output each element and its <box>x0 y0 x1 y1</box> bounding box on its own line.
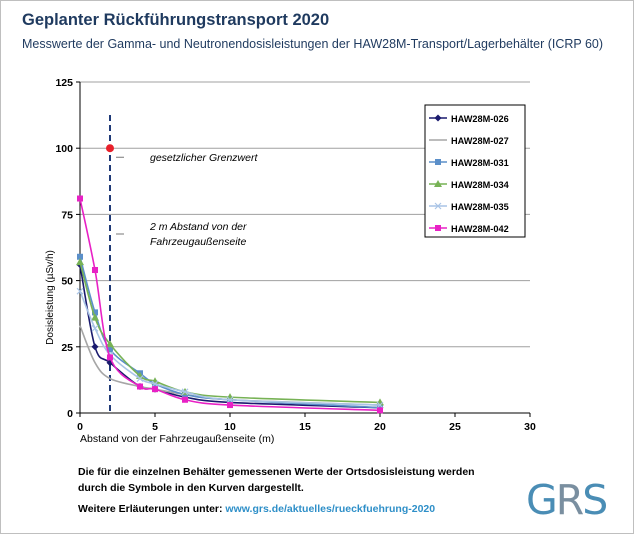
data-point-haw28m-042 <box>377 407 383 413</box>
footer-more-prefix: Weitere Erläuterungen unter: <box>78 503 223 515</box>
page-title: Geplanter Rückführungstransport 2020 <box>22 11 330 29</box>
data-point-haw28m-042 <box>227 402 233 408</box>
legend <box>425 105 525 237</box>
legend-label: HAW28M-026 <box>451 114 509 124</box>
series-line-haw28m-035 <box>80 291 380 405</box>
logo-letter-s: S <box>582 476 607 524</box>
limit-point <box>106 144 114 152</box>
data-point-haw28m-042 <box>182 397 188 403</box>
legend-swatch-marker <box>435 159 441 165</box>
legend-label: HAW28M-035 <box>451 202 509 212</box>
y-tick-label: 50 <box>61 275 73 288</box>
y-tick-label: 25 <box>61 341 73 354</box>
series-line-haw28m-026 <box>80 265 380 408</box>
legend-label: HAW28M-042 <box>451 224 509 234</box>
data-point-haw28m-042 <box>77 196 83 202</box>
limit-label: gesetzlicher Grenzwert <box>150 152 258 165</box>
series-line-haw28m-031 <box>80 257 380 408</box>
distance-label-line1: 2 m Abstand von der <box>150 221 247 233</box>
y-tick-label: 100 <box>55 143 73 156</box>
data-point-haw28m-042 <box>137 384 143 390</box>
data-point-haw28m-042 <box>92 267 98 273</box>
logo-letter-r: R <box>555 476 583 524</box>
data-point-haw28m-042 <box>107 354 113 360</box>
data-point-haw28m-042 <box>152 386 158 392</box>
data-point-haw28m-026 <box>92 343 99 350</box>
legend-swatch-marker <box>435 225 441 231</box>
y-tick-label: 75 <box>61 209 73 222</box>
logo-letter-g: G <box>526 476 556 524</box>
footer-note: Die für die einzelnen Behälter gemessenen Werte der Ortsdosisleistung werden durch die Symbole in den Kurven dargestellt. <box>78 466 475 494</box>
page-subtitle: Messwerte der Gamma- und Neutronendosisleistungen der HAW28M-Transport/Lagerbehälter (ICRP 60) <box>22 37 604 51</box>
x-axis-label: Abstand von der Fahrzeugaußenseite (m) <box>80 433 275 445</box>
x-tick-label: 20 <box>374 421 386 433</box>
y-tick-label: 0 <box>67 408 73 420</box>
grs-logo <box>526 476 606 524</box>
x-tick-label: 5 <box>152 421 158 433</box>
legend-label: HAW28M-031 <box>451 158 509 168</box>
y-tick-label: 125 <box>55 77 73 89</box>
series-line-haw28m-034 <box>80 262 380 402</box>
legend-label: HAW28M-027 <box>451 136 509 146</box>
y-axis-label: Dosisleistung (µSv/h) <box>45 250 56 345</box>
legend-label: HAW28M-034 <box>451 180 509 190</box>
footer-link[interactable]: www.grs.de/aktuelles/rueckfuehrung-2020 <box>225 503 436 515</box>
x-tick-label: 30 <box>524 421 536 433</box>
x-tick-label: 25 <box>449 421 461 433</box>
data-point-haw28m-035 <box>92 325 98 331</box>
distance-label-line2: Fahrzeugaußenseite <box>150 236 247 248</box>
legend-box <box>425 105 525 237</box>
x-tick-label: 0 <box>77 421 83 433</box>
footer-more-info <box>78 503 435 515</box>
x-tick-label: 10 <box>224 421 236 433</box>
x-tick-label: 15 <box>299 421 311 433</box>
